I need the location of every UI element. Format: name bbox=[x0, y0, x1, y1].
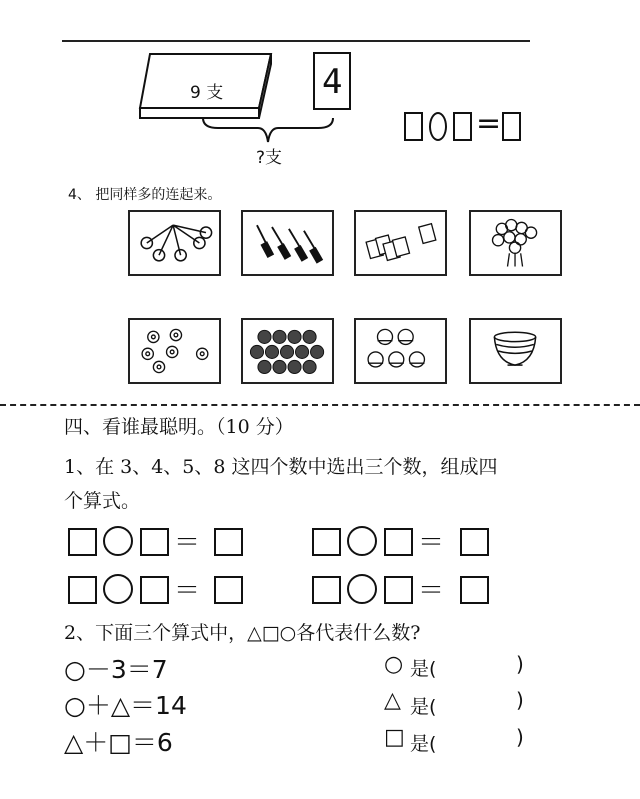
answer-box[interactable] bbox=[312, 576, 341, 604]
brace-label: ?支 bbox=[256, 148, 283, 168]
operator-circle[interactable] bbox=[429, 112, 447, 141]
section-4-heading: 四、看谁最聪明。（10 分） bbox=[64, 416, 294, 438]
tile-flowers[interactable] bbox=[128, 318, 221, 384]
answer-box[interactable] bbox=[453, 112, 472, 141]
answer-box[interactable] bbox=[214, 576, 243, 604]
flowers-icon bbox=[130, 320, 219, 382]
balloons-on-strings-icon bbox=[130, 212, 219, 274]
tile-bowls[interactable] bbox=[469, 318, 562, 384]
triangle-shape-label: △ bbox=[384, 688, 401, 713]
answer-prefix: 是( bbox=[410, 733, 437, 755]
answer-box[interactable] bbox=[140, 528, 169, 556]
answer-close: ) bbox=[516, 688, 524, 712]
answer-box[interactable] bbox=[312, 528, 341, 556]
answer-box[interactable] bbox=[214, 528, 243, 556]
answer-box[interactable] bbox=[384, 528, 413, 556]
answer-box[interactable] bbox=[460, 576, 489, 604]
answer-box[interactable] bbox=[502, 112, 521, 141]
brace-icon bbox=[200, 116, 336, 146]
answer-box[interactable] bbox=[68, 576, 97, 604]
equals-sign: ＝ bbox=[418, 576, 445, 606]
question-2-title: 2、下面三个算式中，△□○各代表什么数? bbox=[64, 622, 421, 644]
tile-strawberries[interactable] bbox=[241, 318, 334, 384]
operator-circle[interactable] bbox=[103, 526, 133, 556]
answer-box[interactable] bbox=[460, 528, 489, 556]
tile-knives[interactable] bbox=[241, 210, 334, 276]
balloon-bunch-icon bbox=[471, 212, 560, 274]
knives-icon bbox=[243, 212, 332, 274]
equation-line-3: △＋□＝6 bbox=[64, 728, 173, 757]
strawberries-icon bbox=[243, 320, 332, 382]
answer-blank-triangle[interactable] bbox=[452, 690, 514, 716]
question-4-title: 4、 把同样多的连起来。 bbox=[68, 187, 222, 203]
answer-box[interactable] bbox=[68, 528, 97, 556]
answer-close: ) bbox=[516, 652, 524, 676]
tile-papers[interactable] bbox=[354, 210, 447, 276]
question-1-line2: 个算式。 bbox=[64, 490, 141, 512]
question-1-line1: 1、在 3、4、5、8 这四个数中选出三个数，组成四 bbox=[64, 456, 498, 478]
number-card-value: 4 bbox=[322, 62, 343, 102]
operator-circle[interactable] bbox=[347, 526, 377, 556]
papers-icon bbox=[356, 212, 445, 274]
dashed-separator bbox=[0, 404, 640, 406]
answer-blank-circle[interactable] bbox=[452, 652, 514, 678]
answer-box[interactable] bbox=[384, 576, 413, 604]
top-rule bbox=[62, 40, 530, 42]
equals-sign: ＝ bbox=[174, 576, 201, 606]
tile-balloons[interactable] bbox=[128, 210, 221, 276]
answer-box[interactable] bbox=[140, 576, 169, 604]
equals-sign: ＝ bbox=[174, 528, 201, 558]
answer-prefix: 是( bbox=[410, 658, 437, 680]
tile-balloon-bunch[interactable] bbox=[469, 210, 562, 276]
answer-box[interactable] bbox=[404, 112, 423, 141]
operator-circle[interactable] bbox=[347, 574, 377, 604]
answer-prefix: 是( bbox=[410, 696, 437, 718]
equals-sign: ＝ bbox=[418, 528, 445, 558]
answer-close: ) bbox=[516, 725, 524, 749]
operator-circle[interactable] bbox=[103, 574, 133, 604]
box-label: 9 支 bbox=[190, 83, 224, 103]
tile-peaches[interactable] bbox=[354, 318, 447, 384]
bowls-icon bbox=[471, 320, 560, 382]
equation-line-1: ○－3＝7 bbox=[64, 655, 168, 684]
square-shape-label: □ bbox=[384, 725, 405, 750]
equals-sign: = bbox=[476, 106, 502, 141]
equation-line-2: ○＋△＝14 bbox=[64, 691, 187, 720]
circle-shape-label: ○ bbox=[384, 652, 404, 677]
answer-blank-square[interactable] bbox=[452, 727, 514, 753]
peaches-icon bbox=[356, 320, 445, 382]
